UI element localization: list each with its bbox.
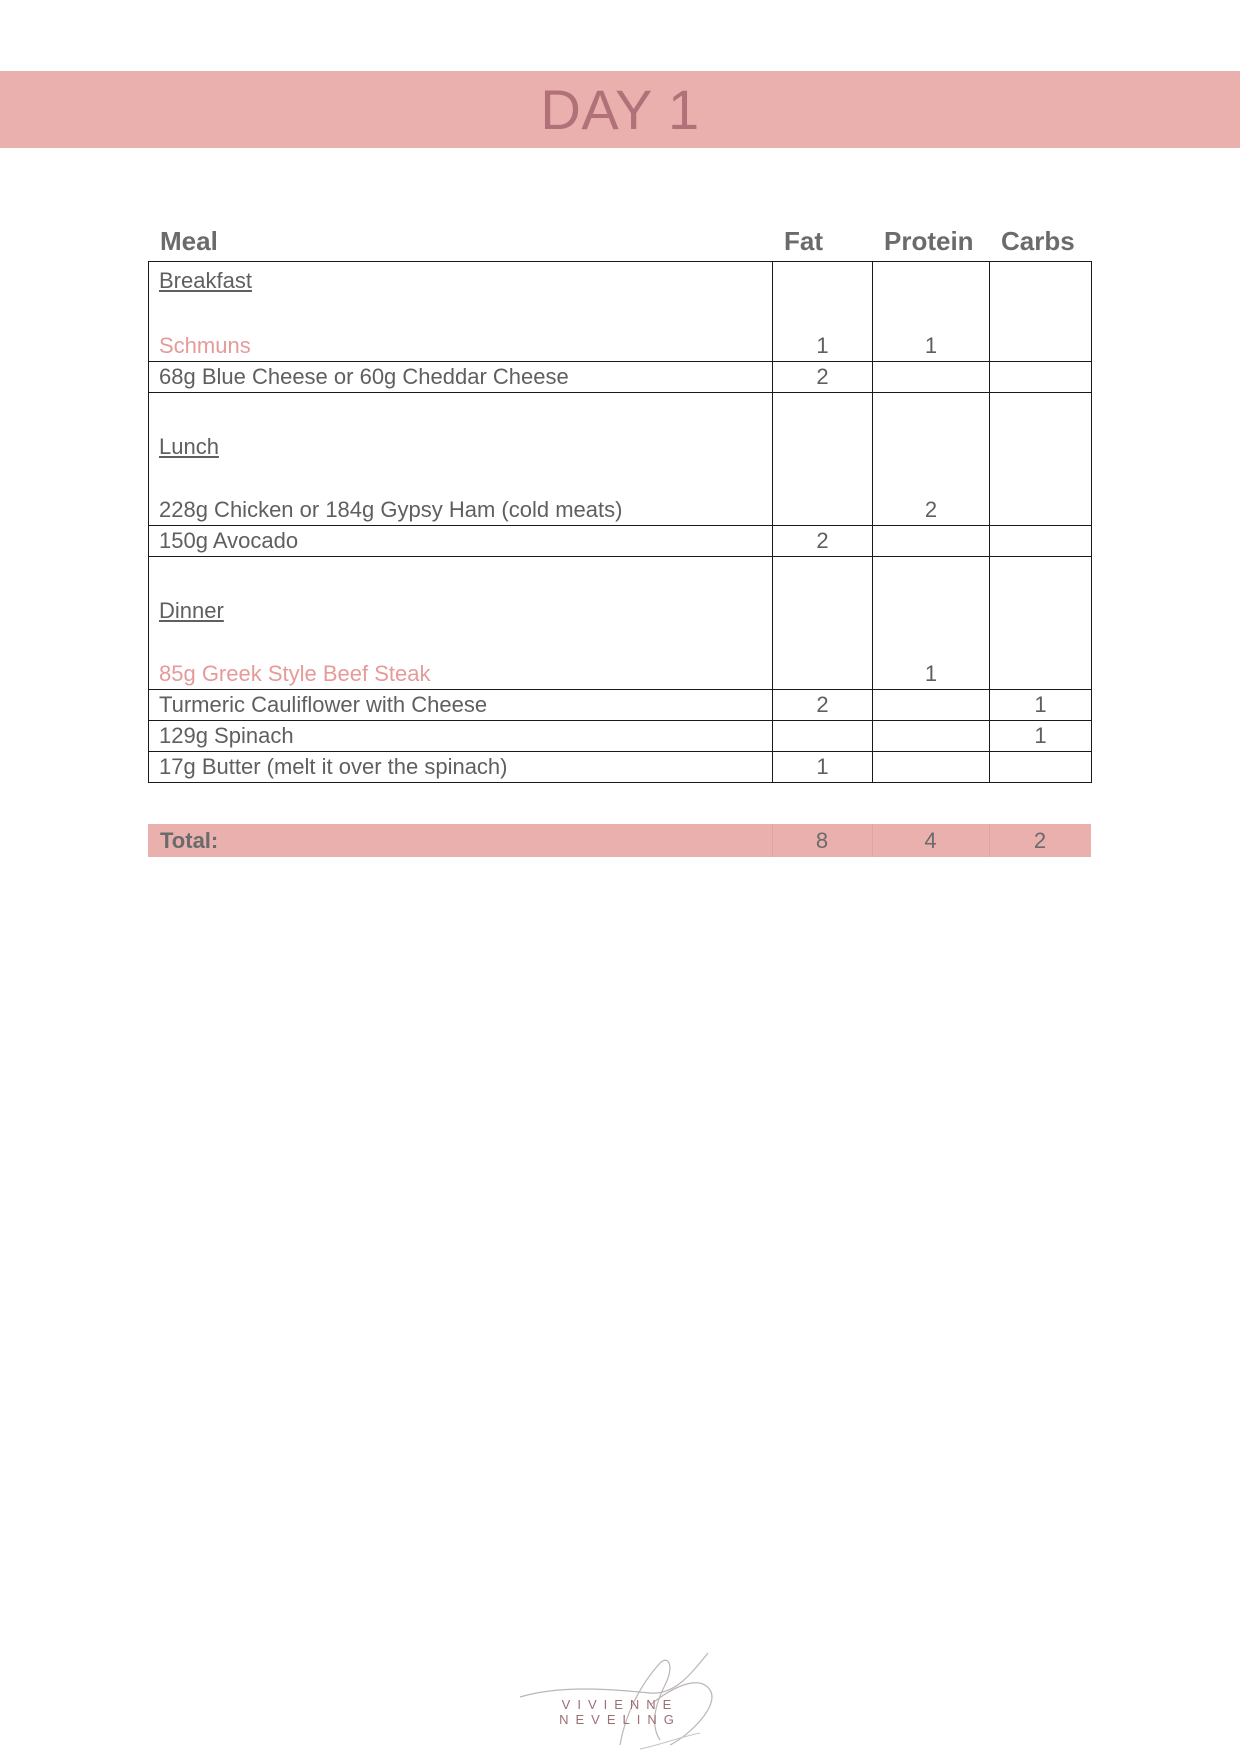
total-fat: 8 (815, 828, 829, 853)
protein-cell (873, 362, 990, 393)
carbs-cell: 1 (990, 721, 1092, 752)
fat-cell: 1 (773, 262, 873, 362)
column-header-fat: Fat (784, 226, 823, 256)
table-row (149, 262, 1092, 362)
meal-cell: 68g Blue Cheese or 60g Cheddar Cheese (149, 362, 773, 393)
column-header-carbs: Carbs (1001, 226, 1075, 256)
carbs-cell (990, 752, 1092, 783)
column-header-protein: Protein (884, 226, 974, 256)
meal-cell: 150g Avocado (149, 526, 773, 557)
signature-text: VIVIENNE NEVELING (559, 1697, 681, 1727)
protein-cell (873, 752, 990, 783)
carbs-cell: 1 (990, 690, 1092, 721)
carbs-cell (990, 262, 1092, 362)
total-protein: 4 (924, 828, 937, 853)
fat-cell (773, 393, 873, 526)
page-title: DAY 1 (540, 78, 700, 141)
carbs-cell (990, 526, 1092, 557)
total-carbs: 2 (1033, 828, 1047, 853)
fat-cell (773, 721, 873, 752)
fat-cell: 2 (773, 362, 873, 393)
meal-cell (149, 393, 773, 526)
table-row (149, 557, 1092, 690)
table-row (149, 362, 1092, 393)
table-row (149, 721, 1092, 752)
fat-cell: 1 (773, 752, 873, 783)
meal-item-link[interactable]: Schmuns (159, 333, 251, 358)
meal-cell: 129g Spinach (149, 721, 773, 752)
protein-cell: 1 (873, 262, 990, 362)
protein-cell (873, 526, 990, 557)
fat-cell: 2 (773, 690, 873, 721)
signature-logo (500, 1645, 740, 1755)
meal-item-link[interactable]: Turmeric Cauliflower with Cheese (149, 690, 773, 721)
section-label-breakfast: Breakfast (159, 268, 252, 293)
meal-table (148, 261, 1092, 783)
protein-cell: 2 (873, 393, 990, 526)
total-row (148, 824, 1091, 857)
carbs-cell (990, 362, 1092, 393)
protein-cell: 1 (873, 557, 990, 690)
meal-item: 228g Chicken or 184g Gypsy Ham (cold meats) (159, 497, 623, 522)
section-label-lunch: Lunch (159, 434, 219, 459)
meal-cell (149, 557, 773, 690)
fat-cell: 2 (773, 526, 873, 557)
meal-item-link[interactable]: 85g Greek Style Beef Steak (159, 661, 431, 686)
meal-cell (149, 262, 773, 362)
fat-cell (773, 557, 873, 690)
table-row (149, 752, 1092, 783)
protein-cell (873, 721, 990, 752)
table-row (149, 526, 1092, 557)
total-label: Total: (160, 828, 219, 853)
meal-cell: 17g Butter (melt it over the spinach) (149, 752, 773, 783)
table-row (149, 393, 1092, 526)
carbs-cell (990, 393, 1092, 526)
section-label-dinner: Dinner (159, 598, 224, 623)
table-row (149, 690, 1092, 721)
protein-cell (873, 690, 990, 721)
column-header-meal: Meal (160, 226, 218, 256)
carbs-cell (990, 557, 1092, 690)
title-band (0, 71, 1240, 148)
